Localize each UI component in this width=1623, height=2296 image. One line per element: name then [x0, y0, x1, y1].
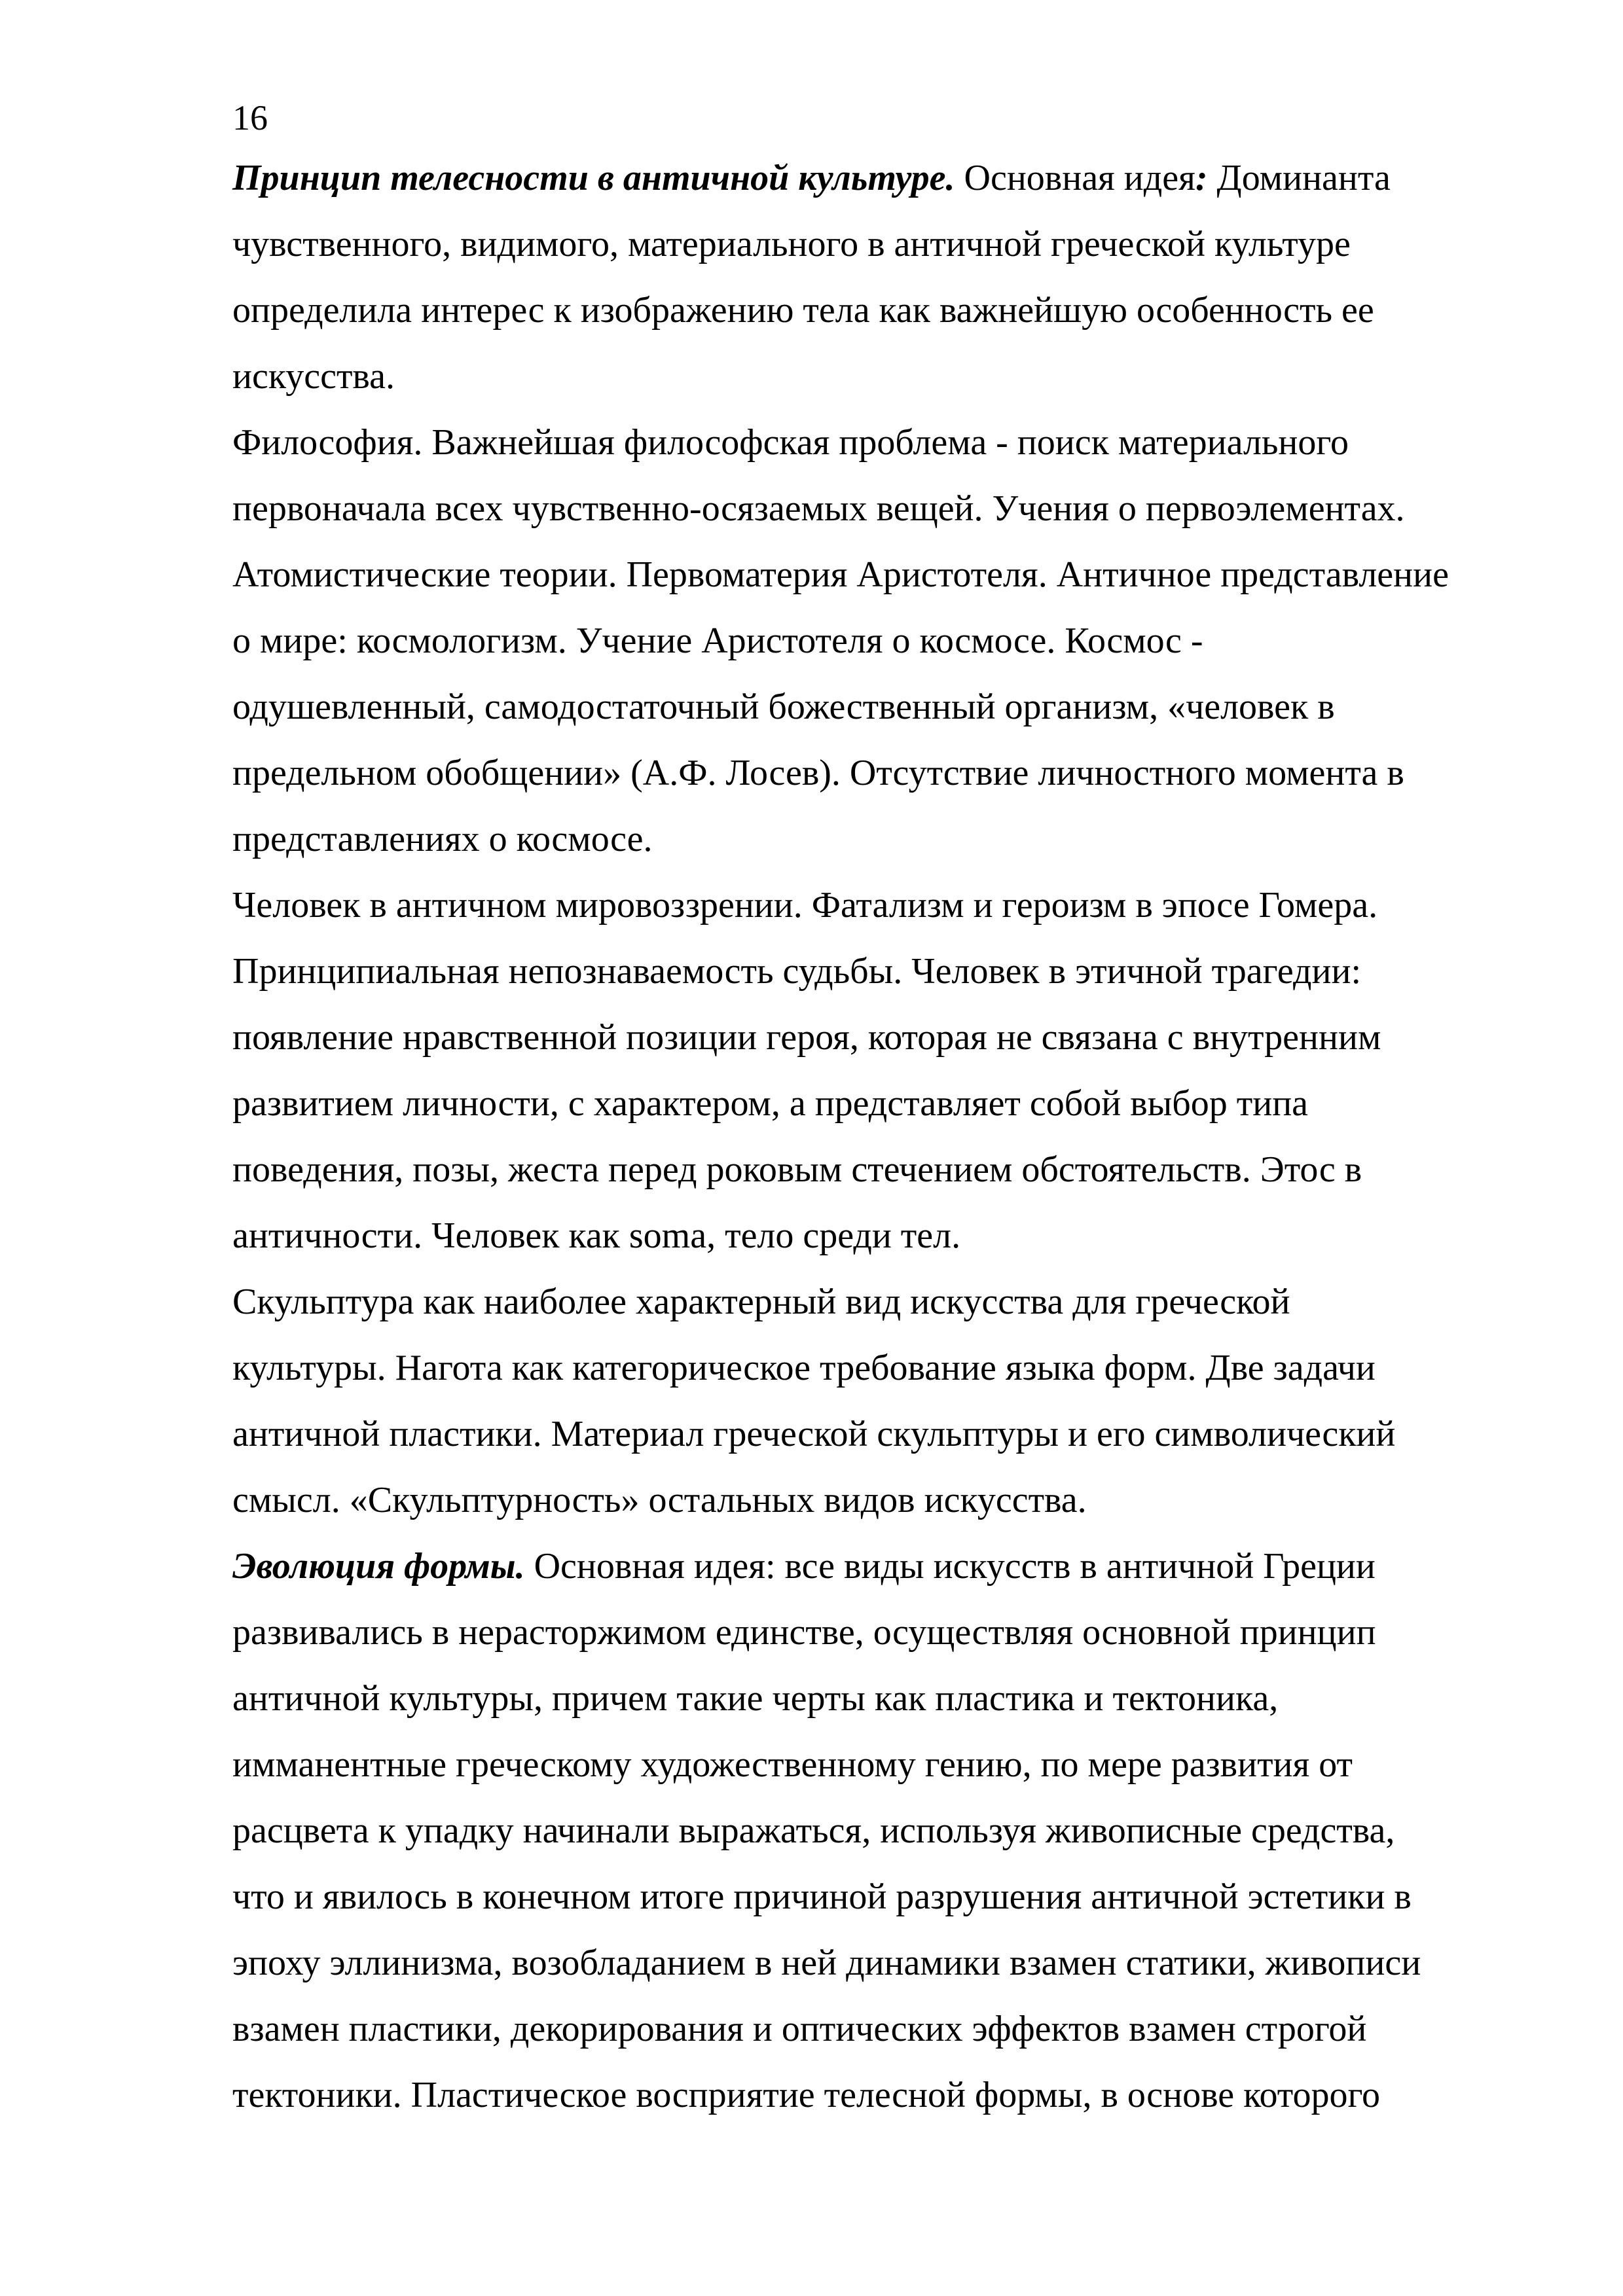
text-line: культуры. Нагота как категорическое требование языка форм. Две задачи	[232, 1348, 1376, 1388]
section-heading: Принцип телесности в античной культуре.	[232, 158, 955, 198]
text-line: первоначала всех чувственно-осязаемых вещей. Учения о первоэлементах.	[232, 488, 1405, 529]
text-line: эпоху эллинизма, возобладанием в ней динамики взамен статики, живописи	[232, 1943, 1421, 1983]
text-line: представлениях о космосе.	[232, 819, 653, 859]
text-line: Принцип телесности в античной культуре. Основная идея: Доминанта	[232, 158, 1391, 198]
text-line: Атомистические теории. Первоматерия Аристотеля. Античное представление	[232, 554, 1449, 595]
text-line: Принципиальная непознаваемость судьбы. Человек в этичной трагедии:	[232, 951, 1361, 992]
text-line: развивались в нерасторжимом единстве, осуществляя основной принцип	[232, 1612, 1376, 1653]
text-line: Эволюция формы. Основная идея: все виды искусств в античной Греции	[232, 1546, 1376, 1587]
text-line: расцвета к упадку начинали выражаться, используя живописные средства,	[232, 1810, 1395, 1851]
page-number: 16	[232, 98, 268, 137]
text-line: поведения, позы, жеста перед роковым стечением обстоятельств. Этос в	[232, 1149, 1362, 1190]
text-line: чувственного, видимого, материального в античной греческой культуре	[232, 224, 1351, 264]
section-heading: Эволюция формы.	[232, 1546, 525, 1587]
text-line: античной культуры, причем такие черты как пластика и тектоника,	[232, 1678, 1279, 1719]
text-line: Скульптура как наиболее характерный вид искусства для греческой	[232, 1282, 1290, 1322]
text-line: имманентные греческому художественному гению, по мере развития от	[232, 1744, 1353, 1785]
text-line: определила интерес к изображению тела как важнейшую особенность ее	[232, 290, 1374, 331]
document-page	[232, 0, 1542, 2296]
text-line: о мире: космологизм. Учение Аристотеля о космосе. Космос -	[232, 620, 1203, 661]
text-line: развитием личности, с характером, а представляет собой выбор типа	[232, 1083, 1309, 1124]
text-line: смысл. «Скульптурность» остальных видов искусства.	[232, 1480, 1087, 1520]
text-line: античности. Человек как soma, тело среди тел.	[232, 1215, 961, 1256]
text-line: Человек в античном мировоззрении. Фатализм и героизм в эпосе Гомера.	[232, 885, 1378, 925]
text-line: Философия. Важнейшая философская проблема - поиск материального	[232, 422, 1349, 463]
text-line: тектоники. Пластическое восприятие телесной формы, в основе которого	[232, 2075, 1381, 2115]
text-line: появление нравственной позиции героя, которая не связана с внутренним	[232, 1017, 1381, 1058]
text-line: одушевленный, самодостаточный божественный организм, «человек в	[232, 687, 1335, 727]
text-line: предельном обобщении» (А.Ф. Лосев). Отсутствие личностного момента в	[232, 753, 1404, 793]
text-line: античной пластики. Материал греческой скульптуры и его символический	[232, 1414, 1396, 1454]
text-line: что и явилось в конечном итоге причиной разрушения античной эстетики в	[232, 1876, 1412, 1917]
text-line: искусства.	[232, 356, 395, 397]
text-line: взамен пластики, декорирования и оптических эффектов взамен строгой	[232, 2009, 1367, 2049]
